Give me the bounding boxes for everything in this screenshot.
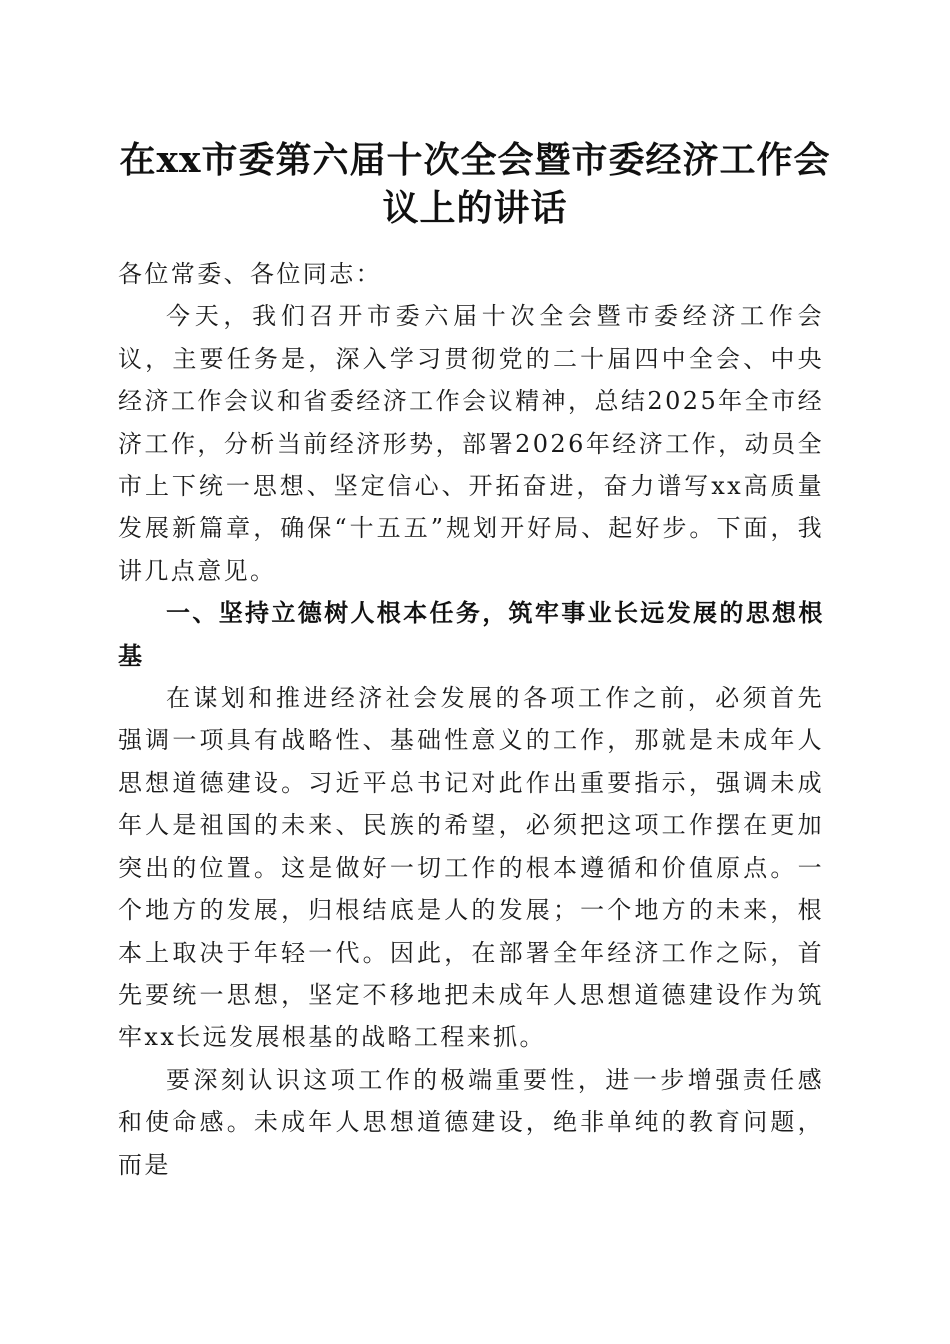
- document-body: [118, 253, 824, 1186]
- salutation: 各位常委、各位同志：: [118, 260, 382, 288]
- paragraph-section-1-b: 要深刻认识这项工作的极端重要性，进一步增强责任感和使命感。未成年人思想道德建设，绝非单纯的教育问题，而是: [118, 1065, 824, 1179]
- paragraph-section-1-a: 在谋划和推进经济社会发展的各项工作之前，必须首先强调一项具有战略性、基础性意义的工作，那就是未成年人思想道德建设。习近平总书记对此作出重要指示，强调未成年人是祖国的未来、民族的希望，必须把这项工作摆在更加突出的位置。这是做好一切工作的根本遵循和价值原点。一个地方的发展，归根结底是人的发展；一个地方的未来，根本上取决于年轻一代。因此，在部署全年经济工作之际，首先要统一思想，坚定不移地把未成年人思想道德建设作为筑牢xx长远发展根基的战略工程来抓。: [118, 684, 824, 1052]
- document-title: 在xx市委第六届十次全会暨市委经济工作会议上的讲话: [119, 139, 831, 229]
- section-heading-1: 一、坚持立德树人根本任务，筑牢事业长远发展的思想根基: [118, 599, 824, 670]
- paragraph-intro: 今天，我们召开市委六届十次全会暨市委经济工作会议，主要任务是，深入学习贯彻党的二十届四中全会、中央经济工作会议和省委经济工作会议精神，总结2025年全市经济工作，分析当前经济形势，部署2026年经济工作，动员全市上下统一思想、坚定信心、开拓奋进，奋力谱写xx高质量发展新篇章，确保“十五五”规划开好局、起好步。下面，我讲几点意见。: [118, 302, 824, 585]
